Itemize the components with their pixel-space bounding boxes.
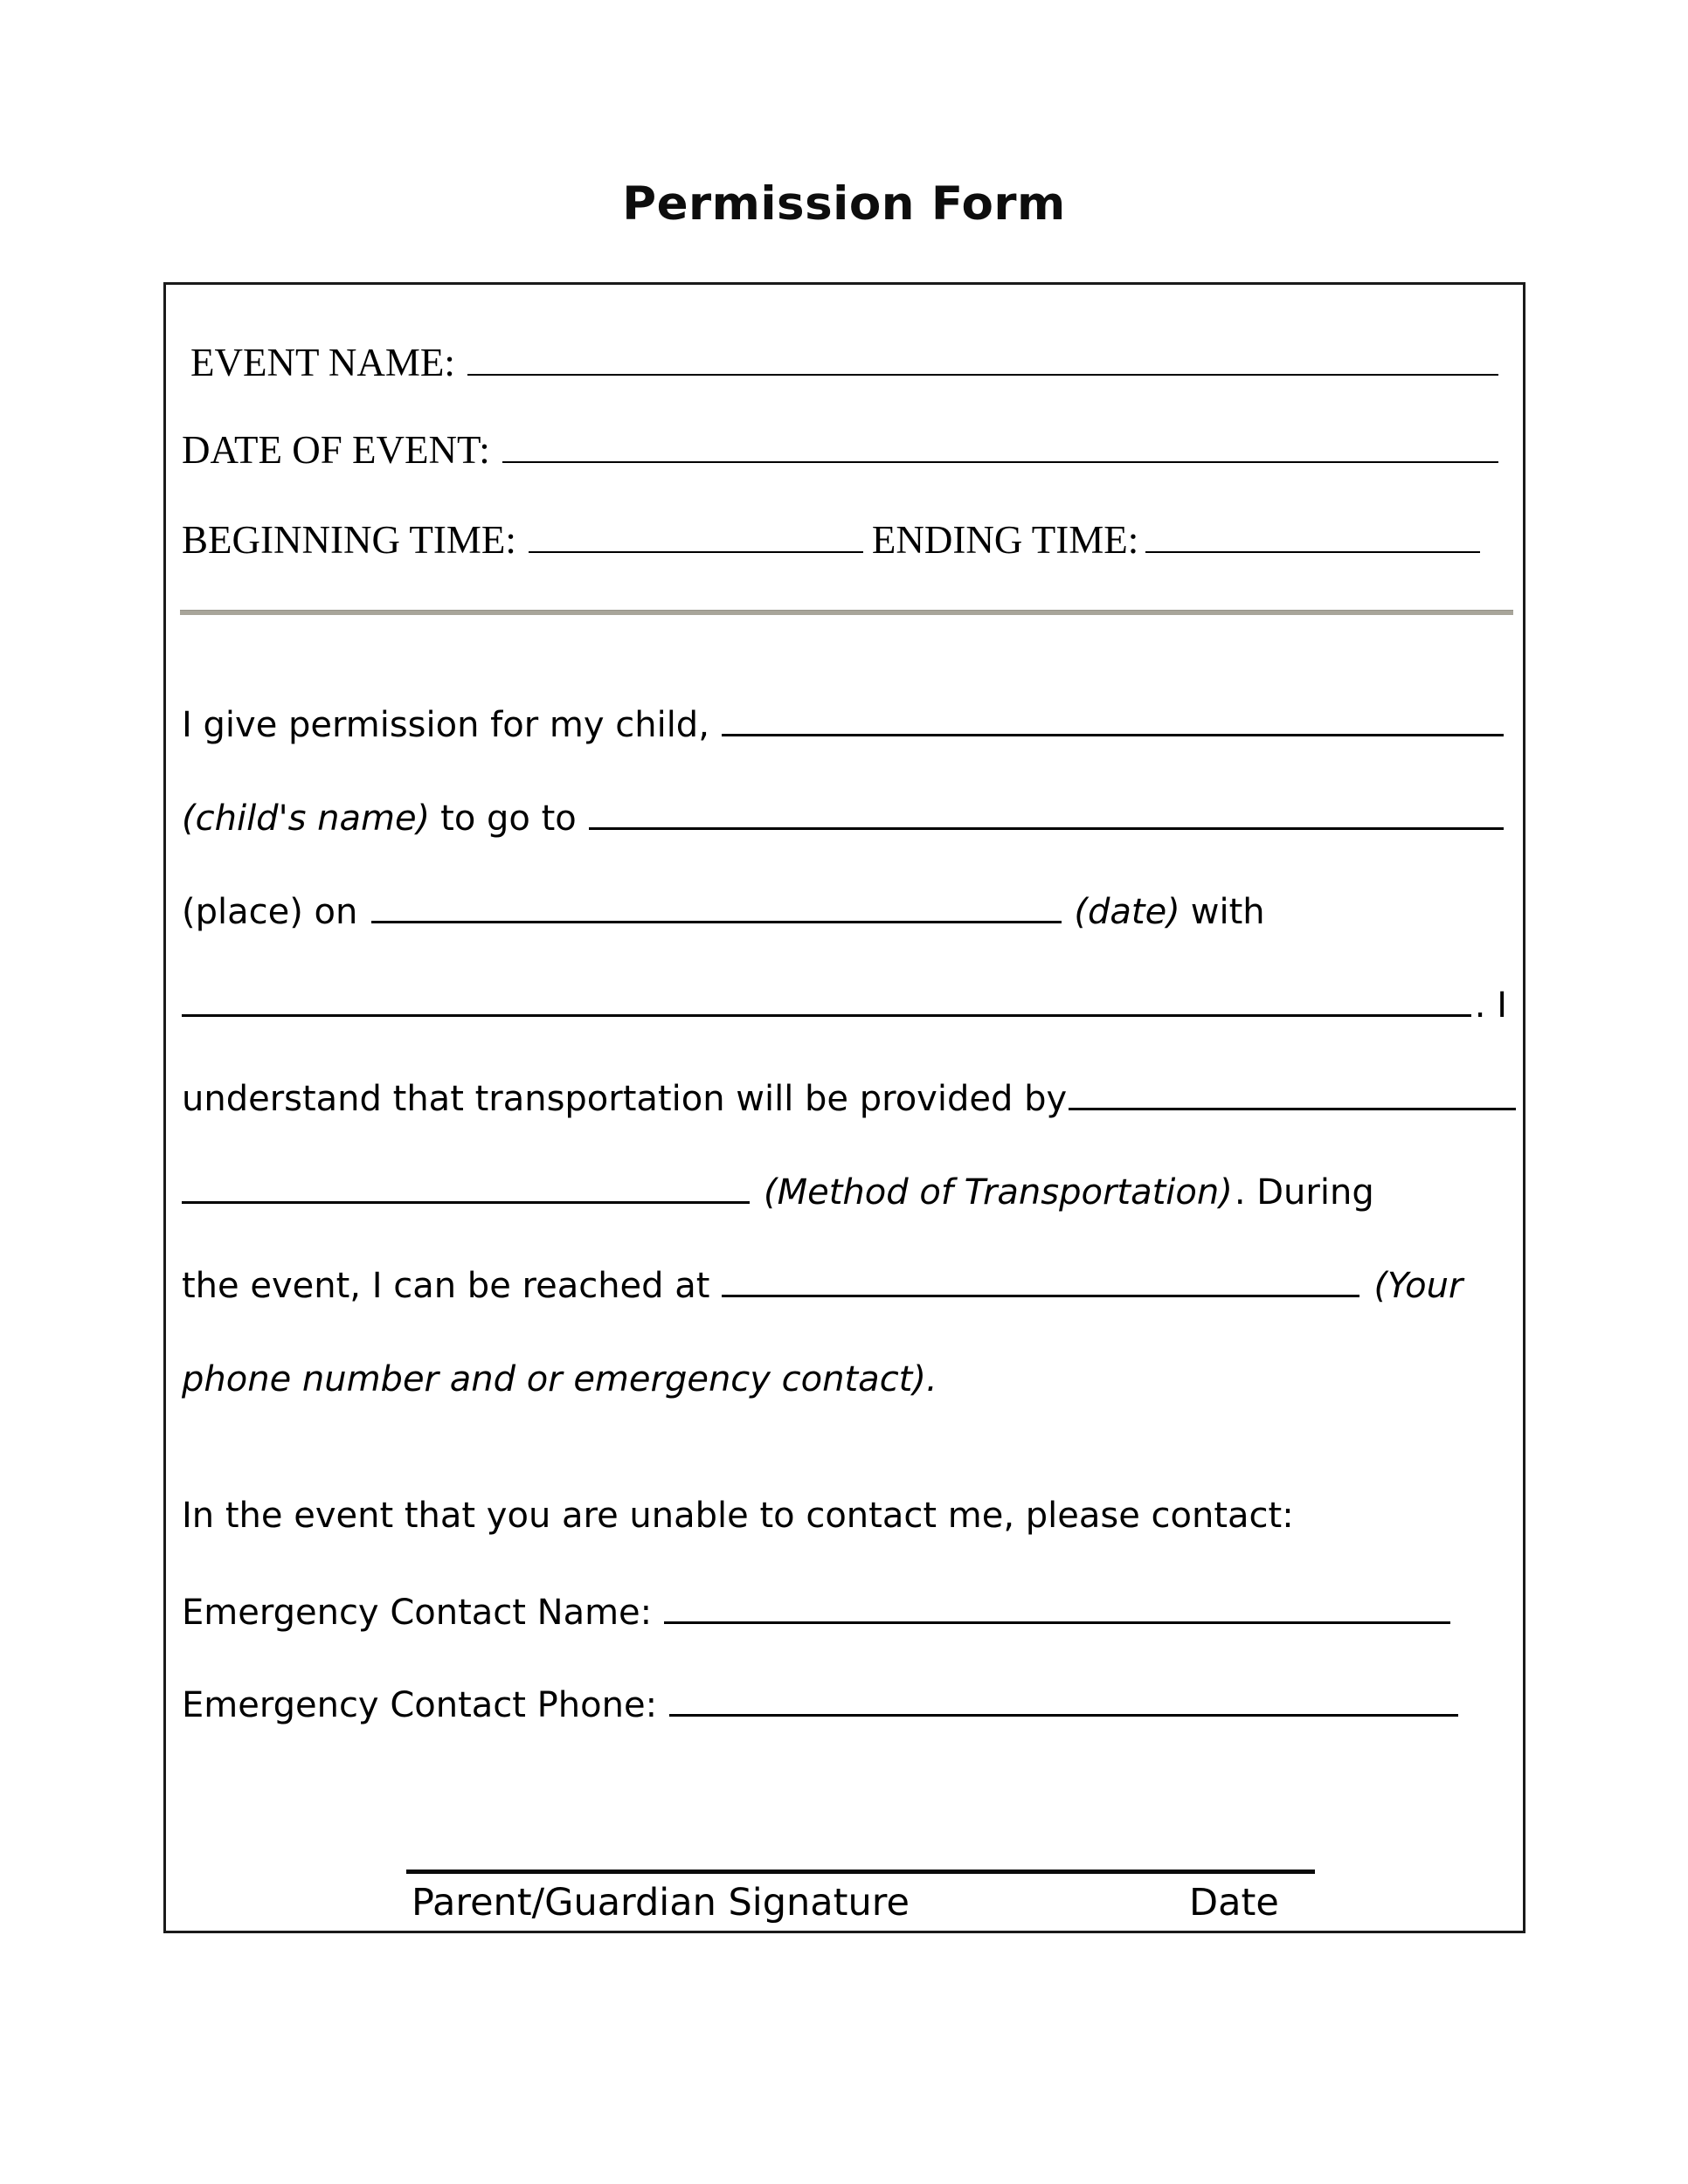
emergency-name-label: Emergency Contact Name: [182, 1593, 653, 1633]
emergency-name-row [182, 1593, 1507, 1633]
phone-hint-start: (Your [1373, 1266, 1463, 1306]
date-of-event-row [182, 429, 1509, 471]
statement-line-8 [182, 1359, 1507, 1400]
date-hint: (date) [1074, 892, 1180, 932]
event-name-field[interactable] [467, 346, 1498, 376]
statement-line-6 [182, 1172, 1507, 1213]
statement-text: understand that transportation will be provided by [182, 1079, 1068, 1119]
statement-text: with [1190, 892, 1265, 932]
statement-text: . I [1474, 985, 1507, 1026]
ending-time-label: ENDING TIME: [871, 518, 1139, 562]
statement-line-5 [182, 1079, 1507, 1119]
signature-label: Parent/Guardian Signature [412, 1881, 910, 1925]
section-divider [180, 610, 1513, 615]
event-name-label: EVENT NAME: [190, 341, 455, 384]
statement-text: the event, I can be reached at [182, 1266, 710, 1306]
statement-text: to go to [440, 798, 577, 839]
statement-line-7 [182, 1266, 1507, 1306]
place-field[interactable] [589, 800, 1504, 830]
method-hint: (Method of Transportation) [764, 1172, 1233, 1213]
statement-line-2 [182, 798, 1507, 839]
emergency-intro: In the event that you are unable to contact me, please contact: [182, 1496, 1294, 1536]
emergency-phone-label: Emergency Contact Phone: [182, 1685, 658, 1725]
form-box [163, 282, 1525, 1933]
signature-line[interactable] [406, 1870, 1315, 1874]
child-name-field[interactable] [722, 707, 1504, 736]
page-title: Permission Form [622, 177, 1066, 231]
emergency-phone-field[interactable] [669, 1687, 1458, 1717]
statement-line-3 [182, 892, 1507, 932]
time-row [182, 519, 1509, 561]
event-name-row [190, 342, 1509, 384]
emergency-intro-line [182, 1496, 1507, 1536]
statement-line-1 [182, 705, 1507, 745]
transport-field-2[interactable] [182, 1174, 750, 1204]
child-name-hint: (child's name) [182, 798, 431, 839]
ending-time-field[interactable] [1145, 523, 1480, 553]
statement-text: . During [1234, 1172, 1374, 1213]
transport-field-1[interactable] [1069, 1081, 1516, 1110]
date-of-event-field[interactable] [502, 433, 1498, 463]
date-of-event-label: DATE OF EVENT: [182, 428, 490, 472]
beginning-time-label: BEGINNING TIME: [182, 518, 516, 562]
companion-field[interactable] [182, 987, 1471, 1017]
signature-labels [166, 1882, 1523, 1934]
signature-date-label: Date [1189, 1881, 1279, 1925]
reach-phone-field[interactable] [722, 1268, 1359, 1297]
statement-line-4 [182, 985, 1507, 1026]
date-field[interactable] [371, 894, 1062, 923]
beginning-time-field[interactable] [529, 523, 863, 553]
emergency-name-field[interactable] [664, 1594, 1450, 1624]
statement-text: I give permission for my child, [182, 705, 709, 745]
statement-text: (place) on [182, 892, 358, 932]
emergency-phone-row [182, 1685, 1507, 1725]
phone-hint-end: phone number and or emergency contact). [182, 1359, 937, 1400]
